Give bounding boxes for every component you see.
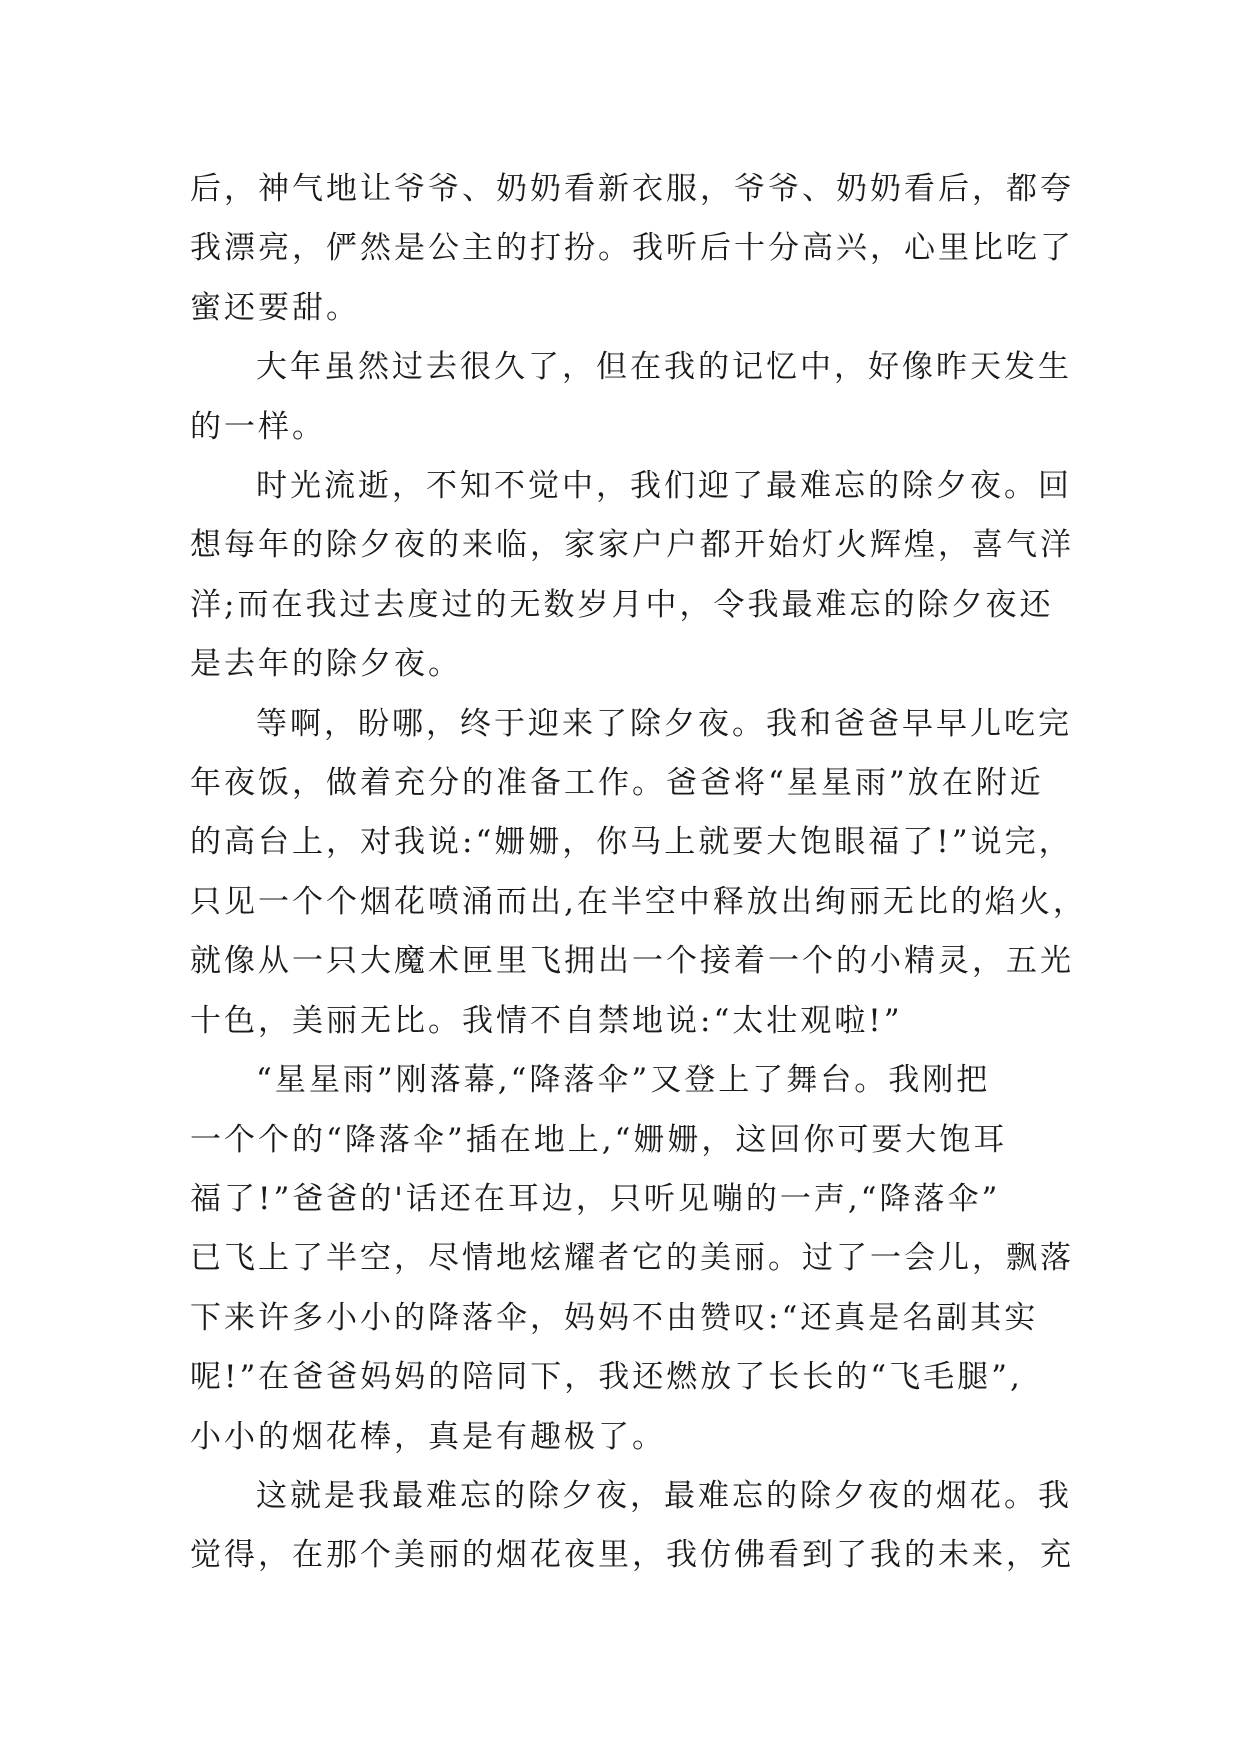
text-line: 觉得，在那个美丽的烟花夜里，我仿佛看到了我的未来，充 xyxy=(190,1537,1074,1574)
text-line: 呢!”在爸爸妈妈的陪同下，我还燃放了长长的“飞毛腿”, xyxy=(190,1359,1023,1396)
text-line: 大年虽然过去很久了，但在我的记忆中，好像昨天发生 xyxy=(256,349,1072,386)
paragraph-2 xyxy=(190,338,1072,457)
text-line: 年夜饭，做着充分的准备工作。爸爸将“星星雨”放在附近 xyxy=(190,765,1044,802)
text-line: 只见一个个烟花喷涌而出,在半空中释放出绚丽无比的焰火， xyxy=(190,883,1087,920)
document-body xyxy=(190,160,1087,1586)
text-line: “星星雨”刚落幕,“降落伞”又登上了舞台。我刚把 xyxy=(256,1062,991,1099)
text-line: 我漂亮，俨然是公主的打扮。我听后十分高兴，心里比吃了 xyxy=(190,230,1074,267)
text-line: 的高台上，对我说:“姗姗，你马上就要大饱眼福了!”说完， xyxy=(190,824,1073,861)
paragraph-4 xyxy=(190,695,1087,1051)
text-line: 下来许多小小的降落伞，妈妈不由赞叹:“还真是名副其实 xyxy=(190,1299,1039,1336)
text-line: 已飞上了半空，尽情地炫耀者它的美丽。过了一会儿，飘落 xyxy=(190,1240,1074,1277)
text-line: 时光流逝，不知不觉中，我们迎了最难忘的除夕夜。回 xyxy=(256,468,1072,505)
text-line: 一个个的“降落伞”插在地上,“姗姗，这回你可要大饱耳 xyxy=(190,1121,1008,1158)
text-line: 洋;而在我过去度过的无数岁月中，令我最难忘的除夕夜还 xyxy=(190,586,1054,623)
paragraph-3 xyxy=(190,457,1074,695)
text-line: 蜜还要甜。 xyxy=(190,289,360,326)
text-line: 小小的烟花棒，真是有趣极了。 xyxy=(190,1418,666,1455)
text-line: 就像从一只大魔术匣里飞拥出一个接着一个的小精灵，五光 xyxy=(190,943,1074,980)
text-line: 是去年的除夕夜。 xyxy=(190,646,462,683)
text-line: 的一样。 xyxy=(190,408,326,445)
paragraph-6 xyxy=(190,1467,1074,1586)
paragraph-1 xyxy=(190,160,1074,338)
text-line: 这就是我最难忘的除夕夜，最难忘的除夕夜的烟花。我 xyxy=(256,1477,1072,1514)
text-line: 等啊，盼哪，终于迎来了除夕夜。我和爸爸早早儿吃完 xyxy=(256,705,1072,742)
paragraph-5 xyxy=(190,1051,1074,1467)
text-line: 想每年的除夕夜的来临，家家户户都开始灯火辉煌，喜气洋 xyxy=(190,527,1074,564)
text-line: 福了!”爸爸的'话还在耳边，只听见嘣的一声,“降落伞” xyxy=(190,1180,1001,1217)
text-line: 后，神气地让爷爷、奶奶看新衣服，爷爷、奶奶看后，都夸 xyxy=(190,171,1074,207)
text-line: 十色，美丽无比。我情不自禁地说:“太壮观啦!” xyxy=(190,1002,903,1039)
